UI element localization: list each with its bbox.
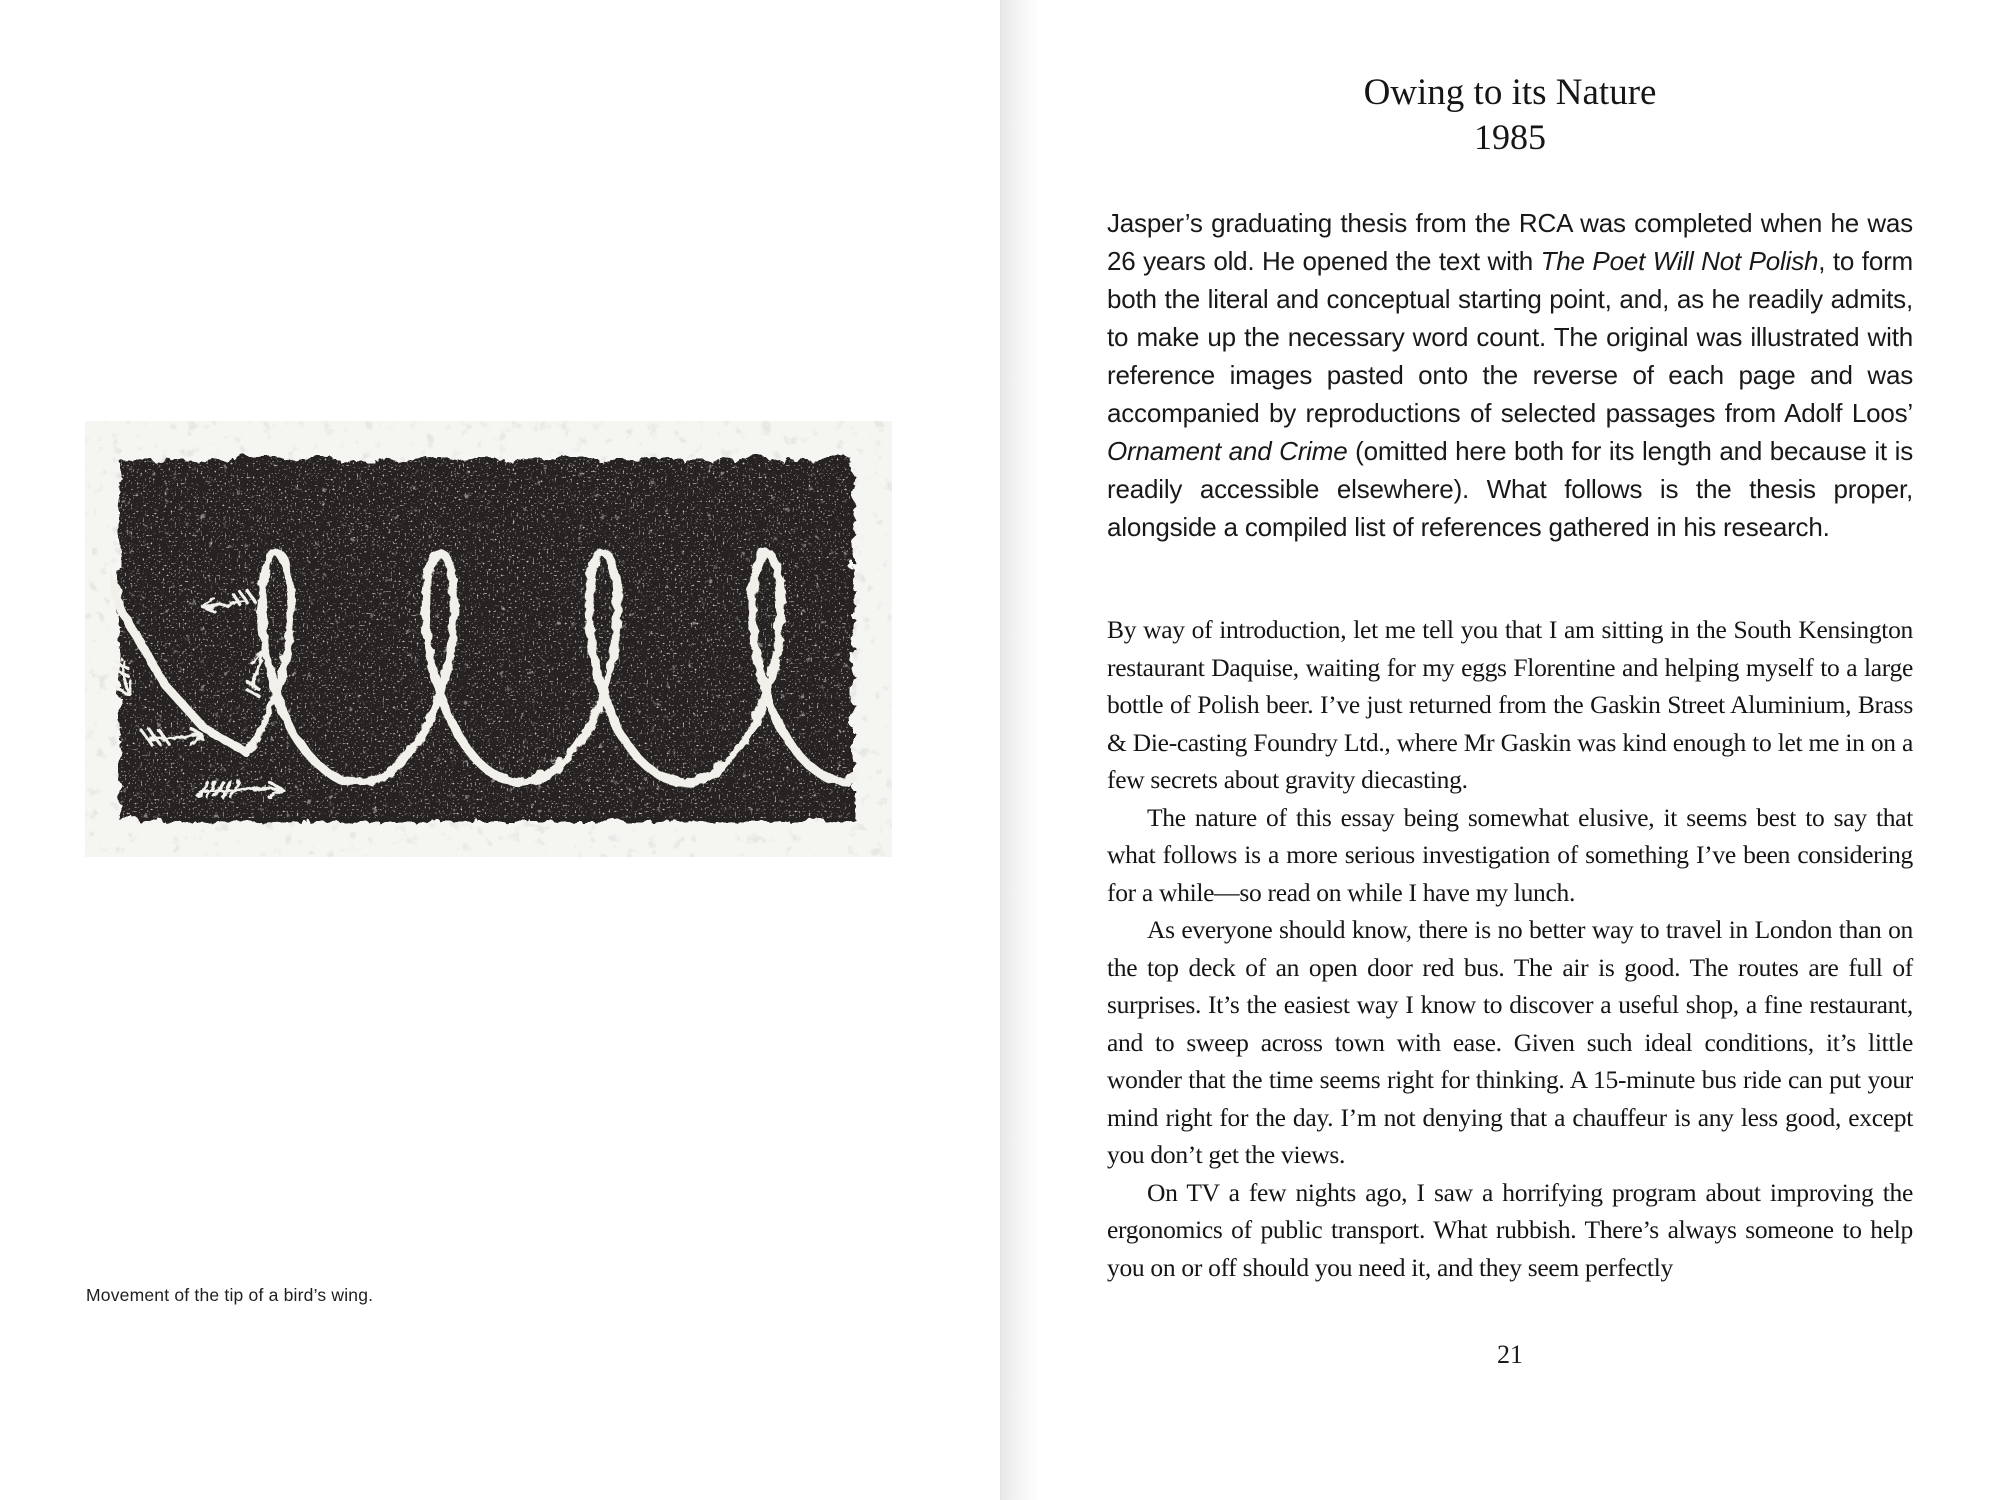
gutter-shadow xyxy=(1000,0,1039,1500)
chapter-header xyxy=(1107,70,1913,160)
page-number: 21 xyxy=(1497,1340,1523,1369)
intro-text-segment: Jasper’s graduating thesis from the RCA was completed when he was 26 years old. He opened the text with xyxy=(1107,208,1913,276)
wingtip-print xyxy=(85,421,892,857)
figure-caption: Movement of the tip of a bird’s wing. xyxy=(86,1285,374,1305)
body-paragraph: By way of introduction, let me tell you that I am sitting in the South Kensington restaurant Daquise, waiting for my eggs Florentine and helping myself to a large bottle of Polish beer. I’ve just returned from the Gaskin Street Aluminium, Brass & Die-casting Foundry Ltd., where Mr Gaskin was kind enough to let me in on a few secrets about gravity diecasting. xyxy=(1107,615,1913,794)
body-paragraph: As everyone should know, there is no better way to travel in London than on the top deck of an open door red bus. The air is good. The routes are full of surprises. It’s the easiest way I know to discover a useful shop, a fine restaurant, and to sweep across town with ease. Given such ideal conditions, it’s little wonder that the time seems right for thinking. A 15-minute bus ride can put your mind right for the day. I’m not denying that a chauffeur is any less good, except you don’t get the views. xyxy=(1107,915,1913,1169)
figure-scan xyxy=(85,421,892,857)
thesis-body xyxy=(1107,611,1913,1286)
intro-paragraph xyxy=(1107,204,1913,546)
intro-text-segment: (omitted here both for its length and because it is readily accessible elsewhere). What follows is the thesis proper, alongside a compiled list of references gathered in his research. xyxy=(1107,436,1913,542)
body-paragraph: The nature of this essay being somewhat elusive, it seems best to say that what follows is a more serious investigation of something I’ve been considering for a while—so read on while I have my lunch. xyxy=(1107,802,1913,907)
chapter-title: Owing to its Nature xyxy=(1363,72,1657,113)
intro-italic-title: The Poet Will Not Polish xyxy=(1540,246,1819,276)
body-paragraph: On TV a few nights ago, I saw a horrifying program about improving the ergonomics of public transport. What rubbish. There’s always someone to help you on or off should you need it, and they seem perfectly xyxy=(1107,1177,1913,1282)
right-page xyxy=(1107,0,1913,1500)
intro-italic-title: Ornament and Crime xyxy=(1107,436,1348,466)
intro-text-segment: , to form both the literal and conceptual starting point, and, as he readily admits, to make up the necessary word count. The original was illustrated with reference images pasted onto the reverse of each page and was accompanied by reproductions of selected passages from Adolf Loos’ xyxy=(1107,246,1913,428)
chapter-year: 1985 xyxy=(1474,117,1546,157)
